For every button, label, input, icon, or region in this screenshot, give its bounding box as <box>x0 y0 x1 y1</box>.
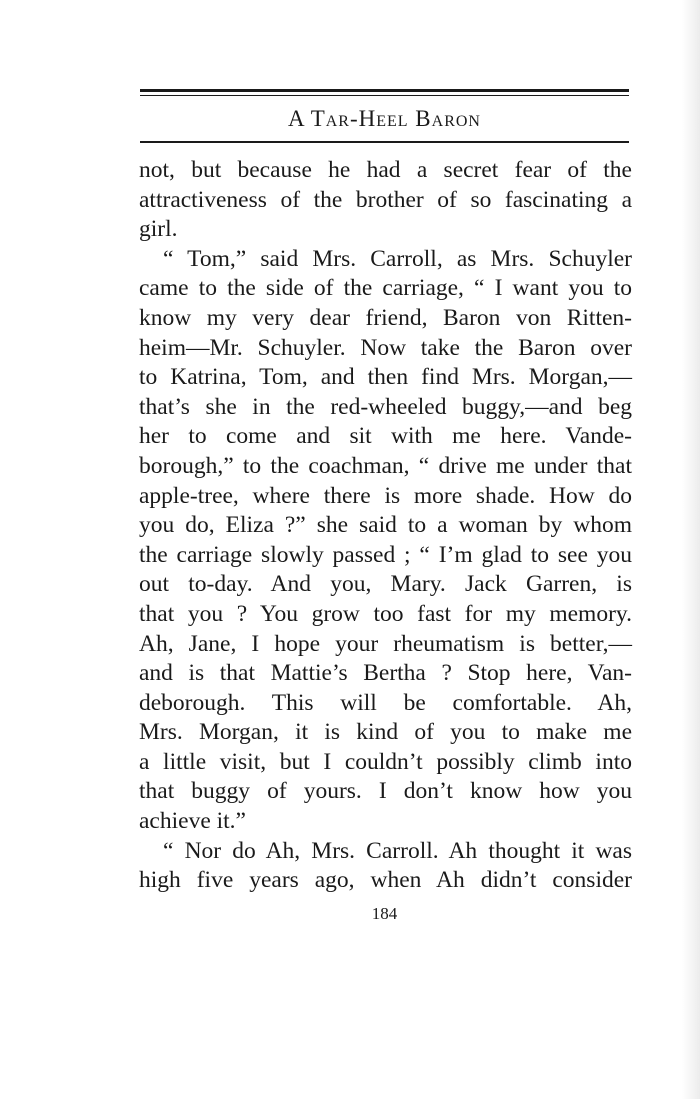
text-line: her to come and sit with me here. Vande- <box>139 423 632 450</box>
text-line: that buggy of yours. I don’t know how you <box>139 778 632 805</box>
header-rule-bottom <box>140 141 629 143</box>
text-line: heim—Mr. Schuyler. Now take the Baron over <box>139 334 632 361</box>
text-line: that you ? You grow too fast for my memory. <box>139 600 632 627</box>
text-line: the carriage slowly passed ; “ I’m glad to see you <box>139 541 632 568</box>
text-line: high five years ago, when Ah didn’t consider <box>139 867 632 894</box>
text-line: borough,” to the coachman, “ drive me under that <box>139 452 632 479</box>
text-line: out to-day. And you, Mary. Jack Garren, is <box>139 571 632 598</box>
text-line: came to the side of the carriage, “ I want you to <box>139 275 632 302</box>
running-title: A Tar-Heel Baron <box>288 106 481 131</box>
text-line: and is that Mattie’s Bertha ? Stop here, Van- <box>139 660 632 687</box>
text-line: Ah, Jane, I hope your rheumatism is better,— <box>139 630 632 657</box>
header-rule-thin <box>140 95 629 96</box>
text-line: achieve it.” <box>139 808 246 835</box>
text-line: know my very dear friend, Baron von Ritten- <box>139 304 632 331</box>
header-rule-top <box>140 89 629 92</box>
text-line: “ Nor do Ah, Mrs. Carroll. Ah thought it was <box>163 837 632 864</box>
text-line: deborough. This will be comfortable. Ah, <box>139 689 632 716</box>
text-line: a little visit, but I couldn’t possibly climb into <box>139 748 632 775</box>
page-number: 184 <box>371 904 398 923</box>
text-line: attractiveness of the brother of so fascinating a <box>139 186 632 213</box>
text-line: apple-tree, where there is more shade. How do <box>139 482 632 509</box>
text-line: that’s she in the red-wheeled buggy,—and beg <box>139 393 632 420</box>
text-line: you do, Eliza ?” she said to a woman by whom <box>139 512 632 539</box>
text-line: not, but because he had a secret fear of the <box>139 157 632 183</box>
text-line: Mrs. Morgan, it is kind of you to make me <box>139 719 632 746</box>
text-line: to Katrina, Tom, and then find Mrs. Morgan,— <box>139 364 632 391</box>
page-edge-shadow <box>682 0 700 1099</box>
text-line: girl. <box>139 216 178 243</box>
body-text <box>139 156 632 896</box>
text-line: “ Tom,” said Mrs. Carroll, as Mrs. Schuyler <box>163 245 632 272</box>
